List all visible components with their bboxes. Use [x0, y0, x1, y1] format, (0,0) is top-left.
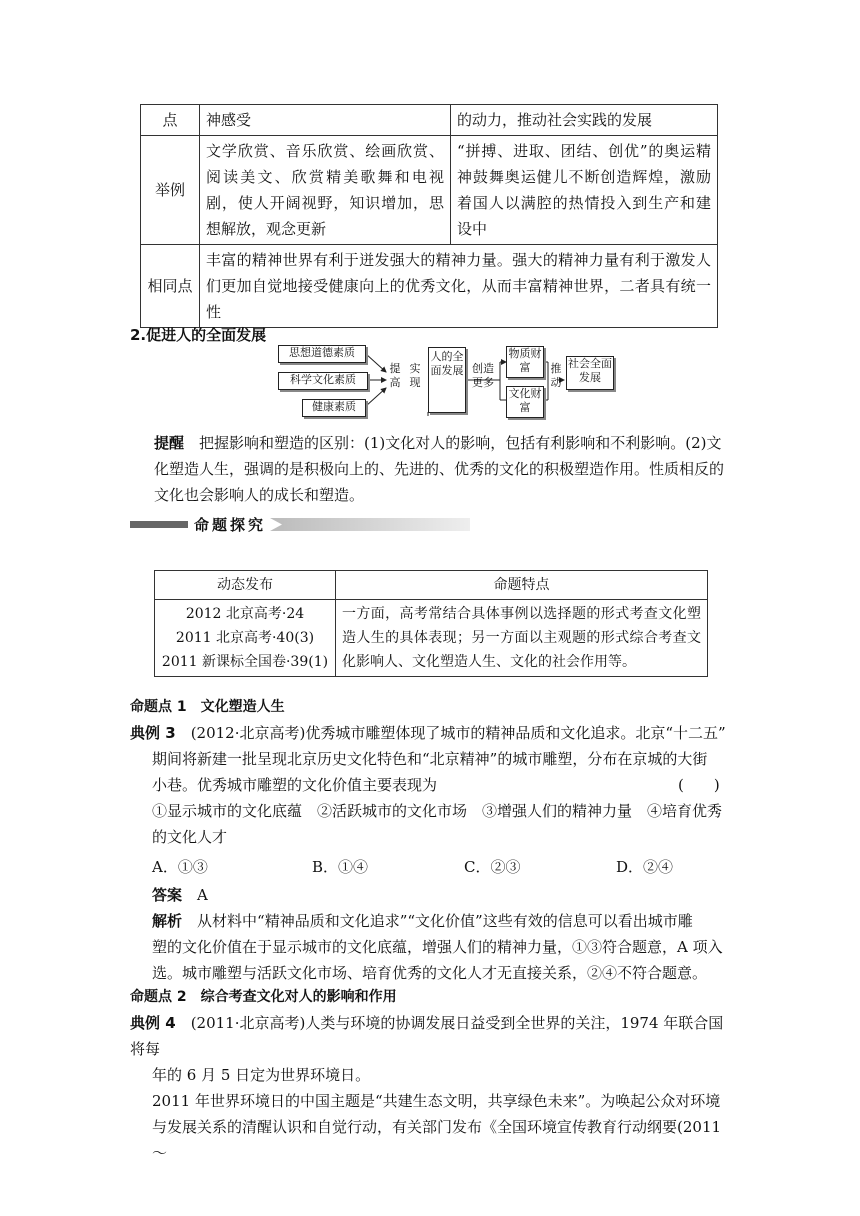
- tip-label: 提醒: [154, 434, 185, 452]
- list-item: 2011 新课标全国卷·39(1): [161, 654, 329, 670]
- diagram-label-chuangzao: 创造更多: [472, 362, 494, 389]
- table-row: [141, 136, 718, 245]
- example-label: 典例 3: [130, 724, 176, 742]
- choice-b: B．①④: [312, 858, 369, 876]
- table-cell: 的动力，推动社会实践的发展: [451, 105, 718, 136]
- list-item: 2011 北京高考·40(3): [175, 630, 315, 646]
- section-banner: [130, 516, 470, 532]
- row-header: 点: [141, 105, 200, 136]
- diagram-label-tigao: 提高: [389, 362, 401, 389]
- choice-c: C．②③: [464, 858, 521, 876]
- tip-text: 把握影响和塑造的区别：(1)文化对人的影响，包括有利影响和不利影响。(2)文化塑造人生，强调的是积极向上的、先进的、优秀的文化的积极塑造作用。性质相反的文化也会影响人的成长和塑造。: [154, 434, 725, 504]
- table-cell: 神感受: [200, 105, 451, 136]
- diagram-box-center: 人的全面发展: [428, 347, 466, 413]
- banner-title: 命题探究: [194, 516, 267, 534]
- exam-table: [154, 570, 708, 677]
- choice-a: A．①③: [152, 858, 208, 876]
- list-item: 2012 北京高考·24: [185, 606, 305, 622]
- text-line: 2011 年世界环境日的中国主题是“共建生态文明，共享绿色未来”。为唤起公众对环境: [152, 1092, 721, 1110]
- answer-value: A: [197, 886, 208, 904]
- row-header: 举例: [141, 136, 200, 245]
- diagram-box-cultural: 文化财富: [506, 386, 544, 418]
- text-line: ①显示城市的文化底蕴 ②活跃城市的文化市场 ③增强人们的精神力量 ④培育优秀: [152, 802, 723, 820]
- text-line: 期间将新建一批呈现北京历史文化特色和“北京精神”的城市雕塑，分布在京城的大街: [152, 750, 708, 768]
- table-row: [141, 105, 718, 136]
- table-row: [141, 245, 718, 328]
- diagram-box-health: 健康素质: [302, 399, 366, 417]
- tip-paragraph: [154, 430, 730, 508]
- text-line: 从材料中“精神品质和文化追求”“文化价值”这些有效的信息可以看出城市雕: [197, 912, 693, 930]
- diagram-box-material: 物质财富: [506, 346, 544, 378]
- table-row: [155, 600, 708, 677]
- diagram-box-moral: 思想道德素质: [278, 345, 366, 363]
- answer-label: 答案: [152, 886, 183, 904]
- subsection-title: 命题点 2 综合考查文化对人的影响和作用: [130, 989, 397, 1005]
- text-line: 与发展关系的清醒认识和自觉行动，有关部门发布《全国环境宣传教育行动纲要(2011～: [152, 1118, 722, 1162]
- text-line: 选。城市雕塑与活跃文化市场、培育优秀的文化人才无直接关系，②④不符合题意。: [152, 964, 708, 982]
- row-header: 相同点: [141, 245, 200, 328]
- subsection-title: 命题点 1 文化塑造人生: [130, 699, 285, 715]
- text-line: (2012·北京高考)优秀城市雕塑体现了城市的精神品质和文化追求。北京“十二五”: [190, 724, 726, 742]
- answer-paren: ( ): [678, 776, 720, 794]
- column-header: 命题特点: [336, 571, 708, 600]
- column-header: 动态发布: [155, 571, 336, 600]
- example-label: 典例 4: [130, 1014, 176, 1032]
- table-cell: 文学欣赏、音乐欣赏、绘画欣赏、阅读美文、欣赏精美歌舞和电视剧，使人开阔视野，知识增加，思想解放，观念更新: [200, 136, 451, 245]
- example-3: [130, 720, 730, 986]
- table-cell: “拼搏、进取、团结、创优”的奥运精神鼓舞奥运健儿不断创造辉煌，激励着国人以满腔的热情投入到生产和建设中: [451, 136, 718, 245]
- text-line: (2011·北京高考)人类与环境的协调发展日益受到全世界的关注，1974 年联合国将每: [130, 1014, 724, 1058]
- choices-row: [130, 850, 730, 880]
- comparison-table: [140, 104, 718, 328]
- diagram-box-science: 科学文化素质: [278, 372, 368, 390]
- text-line: 的文化人才: [152, 828, 228, 846]
- diagram-label-shixian: 实现: [409, 362, 421, 389]
- text-line: 塑的文化价值在于显示城市的文化底蕴，增强人们的精神力量，①③符合题意，A 项入: [152, 938, 723, 956]
- diagram-box-society: 社会全面发展: [566, 356, 614, 390]
- table-cell: [155, 600, 336, 677]
- diagram-label-tuidong: 推动: [550, 362, 562, 389]
- table-cell: 一方面，高考常结合具体事例以选择题的形式考查文化塑造人生的具体表现；另一方面以主观题的形式综合考查文化影响人、文化塑造人生、文化的社会作用等。: [336, 600, 708, 677]
- table-cell: 丰富的精神世界有利于迸发强大的精神力量。强大的精神力量有利于激发人们更加自觉地接受健康向上的优秀文化，从而丰富精神世界，二者具有统一性: [200, 245, 718, 328]
- text-line: 年的 6 月 5 日定为世界环境日。: [152, 1066, 371, 1084]
- development-diagram: [278, 342, 614, 420]
- choice-d: D．②④: [616, 858, 674, 876]
- table-header-row: [155, 571, 708, 600]
- section-title: 2.促进人的全面发展: [130, 326, 267, 344]
- text-line: 小巷。优秀城市雕塑的文化价值主要表现为 ( ): [130, 772, 730, 798]
- analysis-label: 解析: [152, 912, 183, 930]
- example-4: [130, 1010, 730, 1166]
